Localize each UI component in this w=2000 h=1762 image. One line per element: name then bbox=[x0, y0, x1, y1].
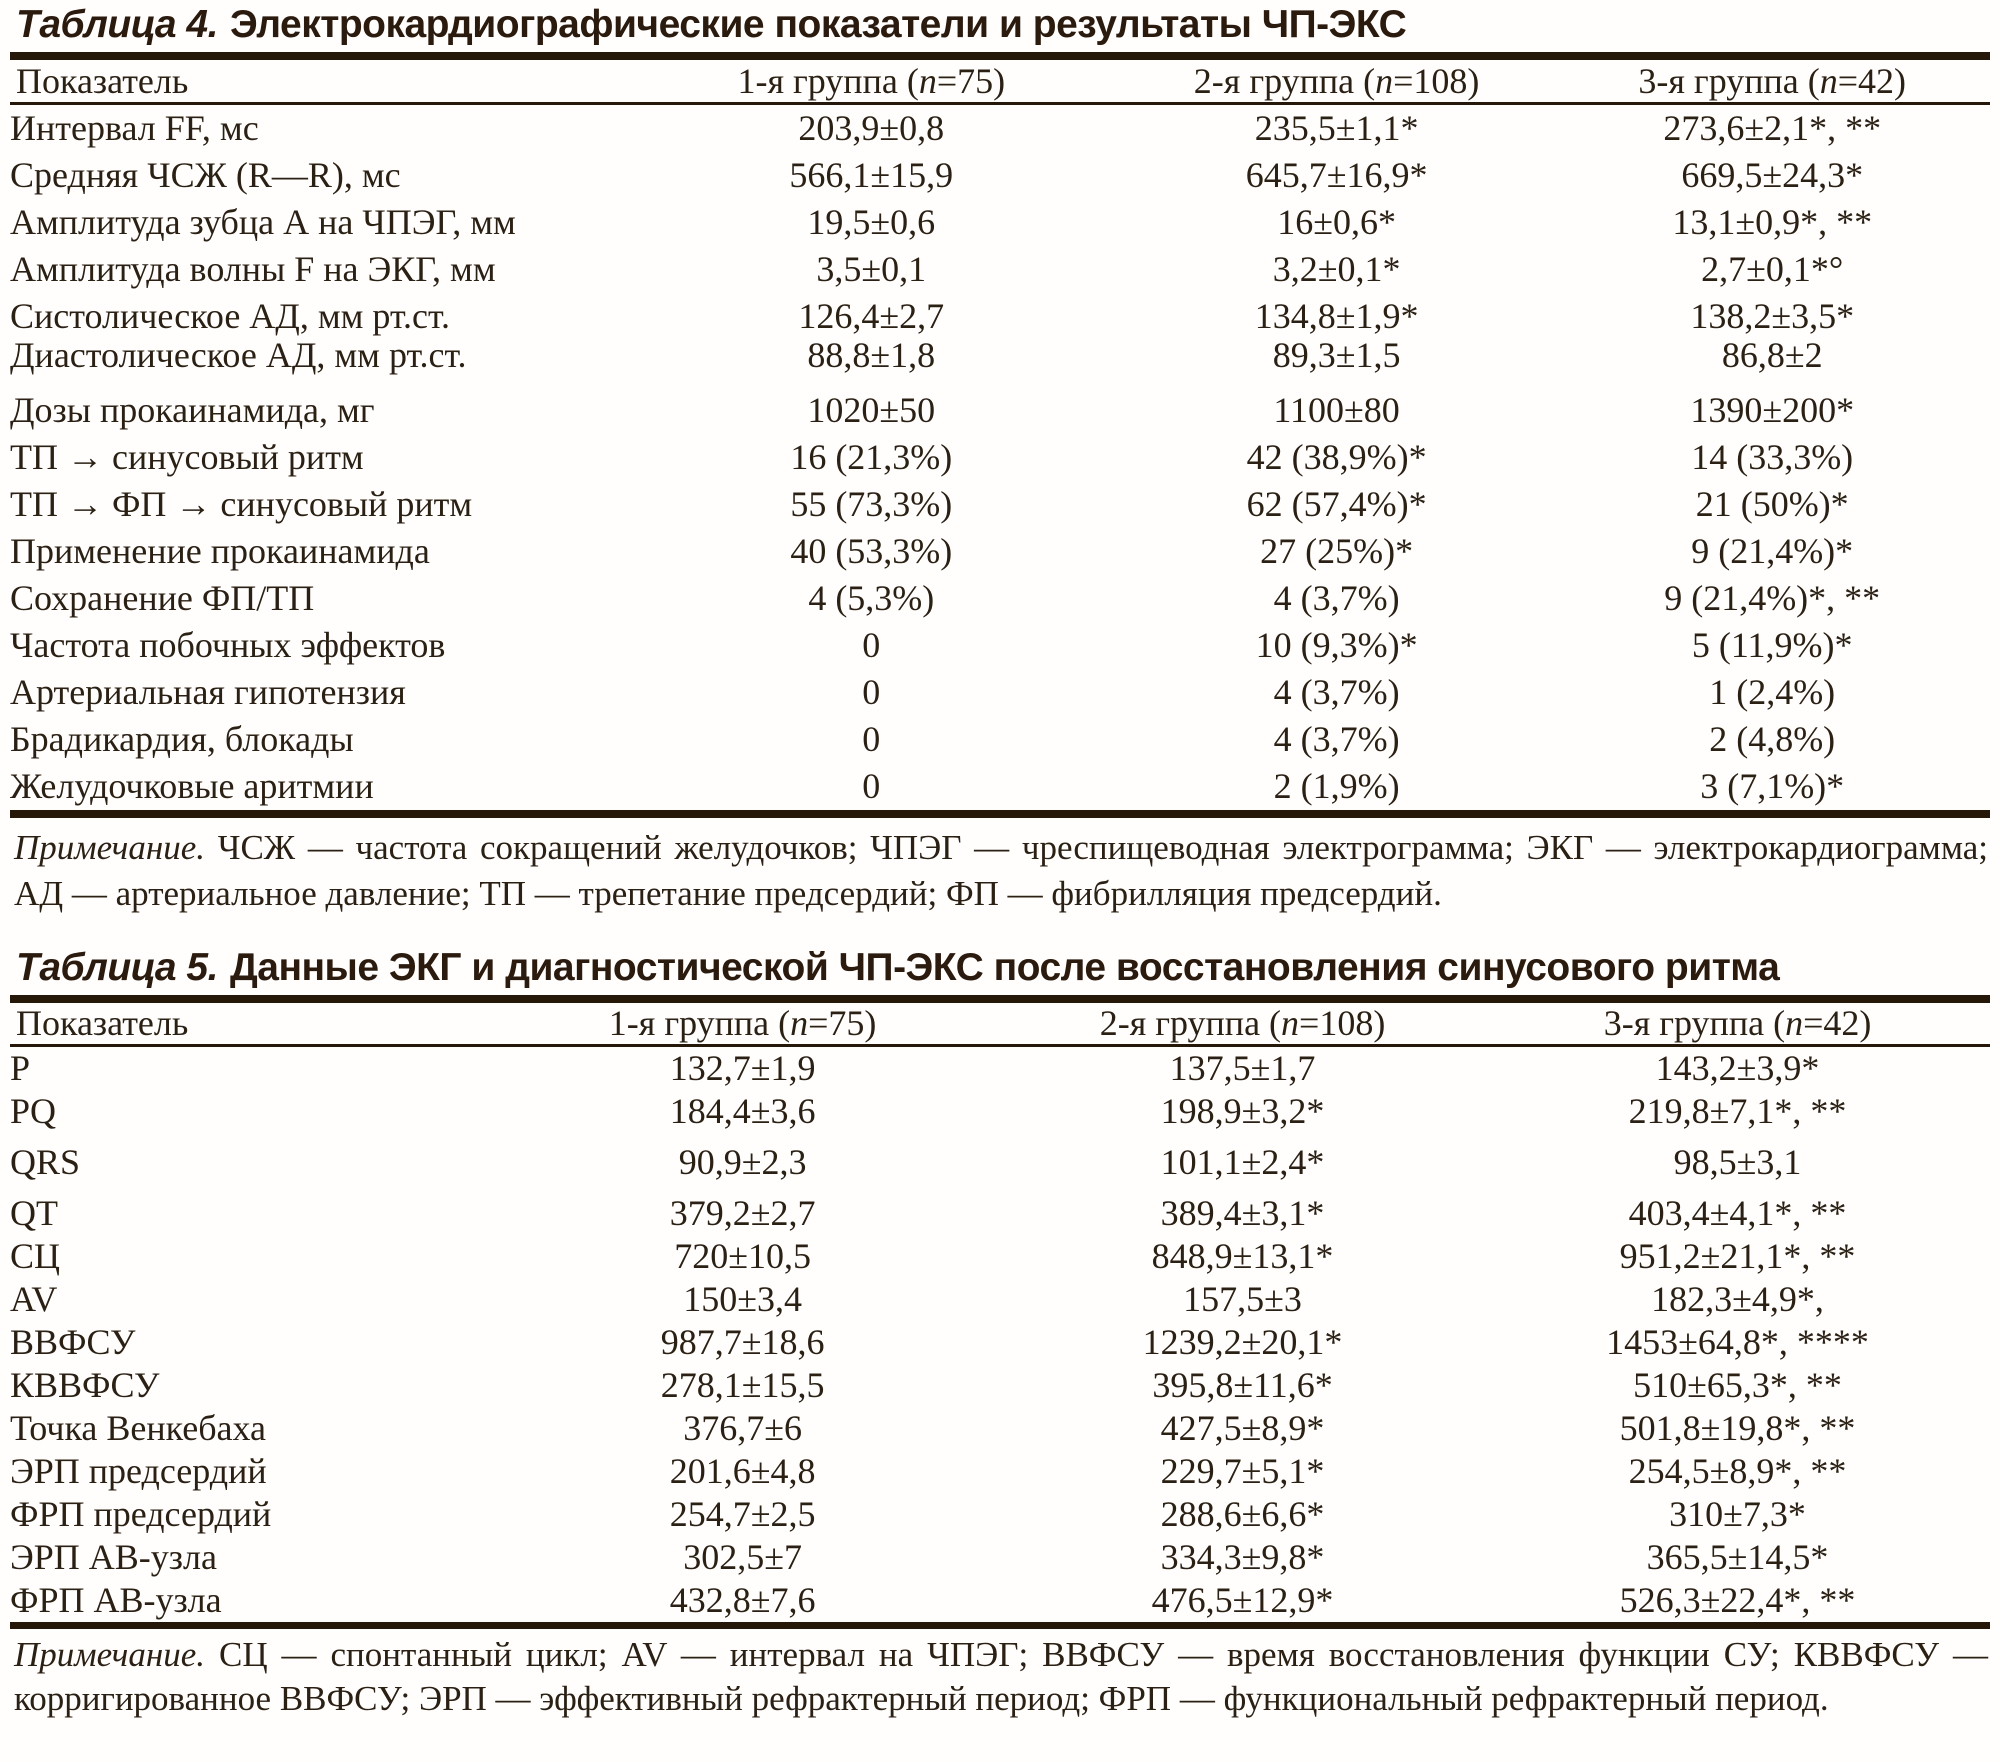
cell-value: 254,5±8,9*, ** bbox=[1628, 1451, 1847, 1491]
table-row bbox=[10, 104, 1990, 153]
cell-value: 219,8±7,1*, ** bbox=[1628, 1091, 1847, 1131]
cell-value: 0 bbox=[862, 719, 881, 759]
table-row bbox=[10, 1450, 1990, 1493]
row-label: AV bbox=[10, 1279, 58, 1319]
row-label: PQ bbox=[10, 1091, 57, 1131]
cell-value: 645,7±16,9* bbox=[1245, 155, 1428, 195]
table-row bbox=[10, 379, 1990, 434]
cell-value: 3 (7,1%)* bbox=[1554, 763, 1990, 814]
header-row bbox=[10, 1003, 1990, 1046]
table-row bbox=[10, 763, 1990, 814]
cell-value: 5 (11,9%)* bbox=[1691, 625, 1853, 665]
cell-value: 27 (25%)* bbox=[1260, 531, 1414, 571]
row-label: P bbox=[10, 1048, 31, 1088]
table-row bbox=[10, 1090, 1990, 1133]
cell-value: 90,9±2,3 bbox=[678, 1142, 807, 1182]
cell-value: 0 bbox=[862, 625, 881, 665]
cell-value: 273,6±2,1*, ** bbox=[1663, 108, 1882, 148]
cell-value: 9 (21,4%)* bbox=[1691, 531, 1854, 571]
column-header: 2-я группа (n=108) bbox=[1119, 60, 1555, 104]
table-row bbox=[10, 1364, 1990, 1407]
table5-header bbox=[10, 1003, 1990, 1046]
row-label: Частота побочных эффектов bbox=[10, 625, 446, 665]
cell-value: 501,8±19,8*, ** bbox=[1619, 1408, 1856, 1448]
cell-value: 1453±64,8*, **** bbox=[1606, 1322, 1869, 1362]
table5-note bbox=[10, 1633, 1990, 1721]
row-label: ЭРП предсердий bbox=[10, 1451, 267, 1491]
table4-body bbox=[10, 104, 1990, 815]
cell-value: 376,7±6 bbox=[683, 1408, 802, 1448]
table-row bbox=[10, 1407, 1990, 1450]
cell-value: 13,1±0,9*, ** bbox=[1672, 202, 1873, 242]
table-row bbox=[10, 199, 1990, 246]
cell-value: 184,4±3,6 bbox=[669, 1091, 816, 1131]
cell-value: 3,5±0,1 bbox=[816, 249, 927, 289]
row-label: Амплитуда зубца А на ЧПЭГ, мм bbox=[10, 202, 516, 242]
row-label: Точка Венкебаха bbox=[10, 1408, 267, 1448]
table4-section bbox=[10, 4, 1990, 917]
row-label: ФРП предсердий bbox=[10, 1494, 272, 1534]
cell-value: 14 (33,3%) bbox=[1691, 437, 1854, 477]
row-label: QRS bbox=[10, 1142, 81, 1182]
cell-value: 254,7±2,5 bbox=[669, 1494, 816, 1534]
table-row bbox=[10, 1321, 1990, 1364]
table-row bbox=[10, 669, 1990, 716]
cell-value: 669,5±24,3* bbox=[1681, 155, 1864, 195]
cell-value: 1239,2±20,1* bbox=[1142, 1322, 1343, 1362]
table4-note-label: Примечание. bbox=[14, 828, 206, 867]
cell-value: 427,5±8,9* bbox=[1160, 1408, 1325, 1448]
table-row bbox=[10, 293, 1990, 336]
cell-value: 62 (57,4%)* bbox=[1246, 484, 1427, 524]
table5-note-text: СЦ — спонтанный цикл; AV — интервал на ЧПЭГ; ВВФСУ — время восстановления функции СУ; КВВФСУ — корригированное ВВФСУ; ЭРП — эффективный рефрактерный период; ФРП — функциональный рефрактерный период. bbox=[14, 1635, 1989, 1718]
table-row bbox=[10, 1493, 1990, 1536]
cell-value: 365,5±14,5* bbox=[1646, 1537, 1829, 1577]
table-row bbox=[10, 1184, 1990, 1235]
cell-value: 720±10,5 bbox=[674, 1236, 811, 1276]
cell-value: 848,9±13,1* bbox=[1151, 1236, 1334, 1276]
table4-title-text: Электрокардиографические показатели и результаты ЧП-ЭКС bbox=[229, 3, 1407, 46]
column-header: 2-я группа (n=108) bbox=[1000, 1003, 1485, 1046]
cell-value: 278,1±15,5 bbox=[660, 1365, 825, 1405]
table4-header bbox=[10, 60, 1990, 104]
column-header: Показатель bbox=[10, 1003, 485, 1046]
cell-value: 389,4±3,1* bbox=[1160, 1193, 1325, 1233]
column-header: Показатель bbox=[10, 60, 624, 104]
header-row bbox=[10, 60, 1990, 104]
table4-note-text: ЧСЖ — частота сокращений желудочков; ЧПЭГ — чреспищеводная электрограмма; ЭКГ — электрокардиограмма; АД — артериальное давление; ТП — трепетание предсердий; ФП — фибрилляция предсердий. bbox=[14, 828, 1988, 913]
row-label: Брадикардия, блокады bbox=[10, 719, 354, 759]
column-header: 1-я группа (n=75) bbox=[624, 60, 1119, 104]
cell-value: 98,5±3,1 bbox=[1673, 1142, 1802, 1182]
table-row bbox=[10, 481, 1990, 528]
cell-value: 203,9±0,8 bbox=[798, 108, 945, 148]
table-row bbox=[10, 1235, 1990, 1278]
table4-note bbox=[10, 825, 1990, 917]
table5-note-label: Примечание. bbox=[14, 1635, 206, 1674]
cell-value: 89,3±1,5 bbox=[1272, 335, 1401, 375]
table5-title bbox=[10, 947, 1990, 1003]
table-row bbox=[10, 434, 1990, 481]
cell-value: 143,2±3,9* bbox=[1655, 1048, 1820, 1088]
cell-value: 21 (50%)* bbox=[1695, 484, 1849, 524]
cell-value: 987,7±18,6 bbox=[660, 1322, 825, 1362]
cell-value: 16 (21,3%) bbox=[790, 437, 953, 477]
table-row bbox=[10, 528, 1990, 575]
cell-value: 235,5±1,1* bbox=[1254, 108, 1419, 148]
row-label: КВВФСУ bbox=[10, 1365, 160, 1405]
table-row bbox=[10, 1536, 1990, 1579]
table-row bbox=[10, 1133, 1990, 1184]
cell-value: 10 (9,3%)* bbox=[1255, 625, 1418, 665]
cell-value: 0 bbox=[862, 672, 881, 712]
row-label: Желудочковые аритмии bbox=[10, 763, 624, 814]
row-label: Артериальная гипотензия bbox=[10, 672, 406, 712]
cell-value: 138,2±3,5* bbox=[1690, 296, 1855, 336]
row-label: ВВФСУ bbox=[10, 1322, 136, 1362]
cell-value: 9 (21,4%)*, ** bbox=[1664, 578, 1881, 618]
row-label: QT bbox=[10, 1193, 58, 1233]
table-row bbox=[10, 246, 1990, 293]
table5 bbox=[10, 1003, 1990, 1629]
table-row bbox=[10, 575, 1990, 622]
row-label: Средняя ЧСЖ (R—R), мс bbox=[10, 155, 401, 195]
cell-value: 1020±50 bbox=[807, 390, 936, 430]
cell-value: 137,5±1,7 bbox=[1169, 1048, 1316, 1088]
cell-value: 19,5±0,6 bbox=[807, 202, 936, 242]
table5-title-label: Таблица 5. bbox=[16, 946, 218, 989]
cell-value: 403,4±4,1*, ** bbox=[1628, 1193, 1847, 1233]
table4-title-label: Таблица 4. bbox=[16, 3, 218, 46]
table-row bbox=[10, 1046, 1990, 1091]
row-label: Диастолическое АД, мм рт.ст. bbox=[10, 335, 467, 375]
row-label: Сохранение ФП/ТП bbox=[10, 578, 315, 618]
cell-value: 510±65,3*, ** bbox=[1633, 1365, 1842, 1405]
cell-value: 526,3±22,4*, ** bbox=[1485, 1579, 1990, 1626]
cell-value: 2 (1,9%) bbox=[1119, 763, 1555, 814]
cell-value: 4 (5,3%) bbox=[808, 578, 935, 618]
cell-value: 198,9±3,2* bbox=[1160, 1091, 1325, 1131]
column-header: 3-я группа (n=42) bbox=[1554, 60, 1990, 104]
cell-value: 566,1±15,9 bbox=[789, 155, 954, 195]
cell-value: 101,1±2,4* bbox=[1160, 1142, 1325, 1182]
cell-value: 0 bbox=[624, 763, 1119, 814]
table4 bbox=[10, 60, 1990, 818]
table-row bbox=[10, 152, 1990, 199]
cell-value: 951,2±21,1*, ** bbox=[1619, 1236, 1856, 1276]
cell-value: 432,8±7,6 bbox=[485, 1579, 1000, 1626]
row-label: ТП → ФП → синусовый ритм bbox=[10, 484, 473, 524]
cell-value: 2,7±0,1*° bbox=[1701, 249, 1844, 289]
row-label: Интервал FF, мс bbox=[10, 108, 259, 148]
table5-title-text: Данные ЭКГ и диагностической ЧП-ЭКС после восстановления синусового ритма bbox=[229, 946, 1780, 989]
cell-value: 150±3,4 bbox=[683, 1279, 802, 1319]
row-label: ТП → синусовый ритм bbox=[10, 437, 364, 477]
table5-body bbox=[10, 1046, 1990, 1626]
cell-value: 4 (3,7%) bbox=[1273, 719, 1400, 759]
row-label: Применение прокаинамида bbox=[10, 531, 430, 571]
cell-value: 132,7±1,9 bbox=[669, 1048, 816, 1088]
cell-value: 302,5±7 bbox=[683, 1537, 802, 1577]
cell-value: 334,3±9,8* bbox=[1160, 1537, 1325, 1577]
cell-value: 4 (3,7%) bbox=[1273, 578, 1400, 618]
cell-value: 4 (3,7%) bbox=[1273, 672, 1400, 712]
cell-value: 1100±80 bbox=[1273, 390, 1400, 430]
cell-value: 310±7,3* bbox=[1669, 1494, 1806, 1534]
table-row bbox=[10, 1278, 1990, 1321]
cell-value: 395,8±11,6* bbox=[1152, 1365, 1333, 1405]
table-row bbox=[10, 622, 1990, 669]
row-label: Систолическое АД, мм рт.ст. bbox=[10, 296, 450, 336]
row-label: ФРП АВ-узла bbox=[10, 1579, 485, 1626]
cell-value: 2 (4,8%) bbox=[1709, 719, 1836, 759]
cell-value: 55 (73,3%) bbox=[790, 484, 953, 524]
row-label: СЦ bbox=[10, 1236, 61, 1276]
cell-value: 16±0,6* bbox=[1277, 202, 1396, 242]
cell-value: 88,8±1,8 bbox=[807, 335, 936, 375]
cell-value: 126,4±2,7 bbox=[798, 296, 945, 336]
cell-value: 157,5±3 bbox=[1183, 1279, 1302, 1319]
cell-value: 476,5±12,9* bbox=[1000, 1579, 1485, 1626]
column-header: 1-я группа (n=75) bbox=[485, 1003, 1000, 1046]
cell-value: 86,8±2 bbox=[1721, 335, 1823, 375]
cell-value: 288,6±6,6* bbox=[1160, 1494, 1325, 1534]
table-row bbox=[10, 1579, 1990, 1626]
cell-value: 182,3±4,9*, bbox=[1651, 1279, 1824, 1319]
cell-value: 42 (38,9%)* bbox=[1246, 437, 1427, 477]
cell-value: 40 (53,3%) bbox=[790, 531, 953, 571]
column-header: 3-я группа (n=42) bbox=[1485, 1003, 1990, 1046]
cell-value: 1 (2,4%) bbox=[1709, 672, 1836, 712]
cell-value: 1390±200* bbox=[1690, 390, 1855, 430]
row-label: Дозы прокаинамида, мг bbox=[10, 390, 375, 430]
table-row bbox=[10, 716, 1990, 763]
cell-value: 3,2±0,1* bbox=[1272, 249, 1401, 289]
table-row bbox=[10, 336, 1990, 379]
cell-value: 134,8±1,9* bbox=[1254, 296, 1419, 336]
cell-value: 201,6±4,8 bbox=[669, 1451, 816, 1491]
row-label: ЭРП АВ-узла bbox=[10, 1537, 217, 1577]
cell-value: 379,2±2,7 bbox=[669, 1193, 816, 1233]
row-label: Амплитуда волны F на ЭКГ, мм bbox=[10, 249, 496, 289]
table4-title bbox=[10, 4, 1990, 60]
table5-section bbox=[10, 947, 1990, 1721]
cell-value: 229,7±5,1* bbox=[1160, 1451, 1325, 1491]
